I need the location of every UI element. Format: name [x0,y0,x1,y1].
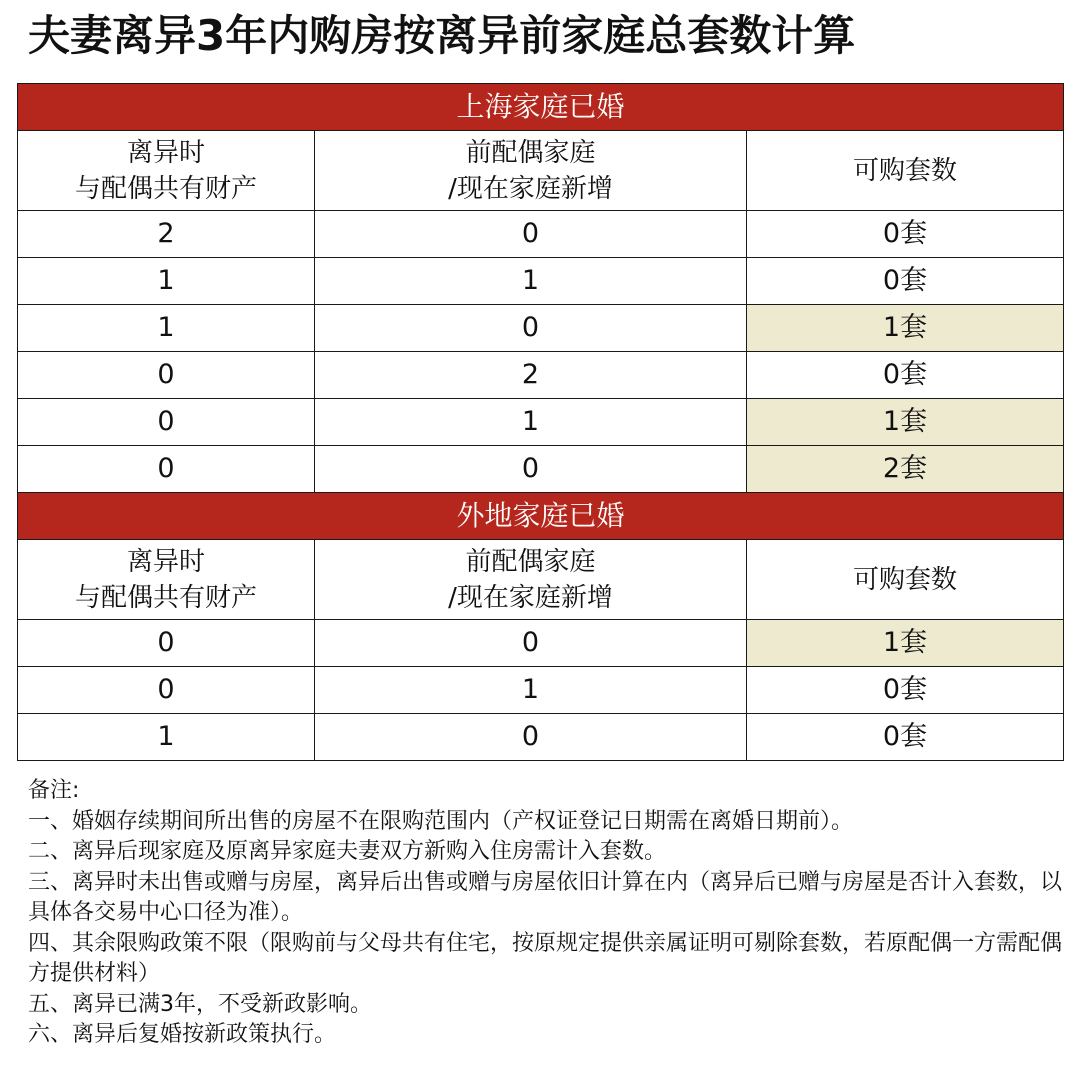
column-header-line: 前配偶家庭 [465,546,596,577]
purchasable-units-cell: 0套 [747,352,1064,399]
shared-property-cell: 0 [18,667,315,714]
column-header-line: 与配偶共有财产 [74,582,257,613]
table-row [18,446,1064,493]
page-title: 夫妻离异3年内购房按离异前家庭总套数计算 [28,11,856,60]
section-label: 外地家庭已婚 [18,493,1064,540]
column-header-line: 离异时 [126,137,205,168]
column-header-line: /现在家庭新增 [448,582,613,613]
column-header-line: /现在家庭新增 [448,173,613,204]
column-header-row [18,131,1064,211]
purchasable-units-cell: 0套 [747,714,1064,761]
shared-property-cell: 0 [18,352,315,399]
column-header-purchasable-units: 可购套数 [747,540,1064,620]
ex-spouse-household-cell: 1 [315,399,747,446]
table-row [18,399,1064,446]
section-header-row [18,84,1064,131]
notes-heading: 备注: [28,778,80,803]
ex-spouse-household-cell: 0 [315,714,747,761]
ex-spouse-household-cell: 1 [315,258,747,305]
section-header-row [18,493,1064,540]
purchasable-units-cell: 1套 [747,620,1064,667]
note-item: 三、离异时未出售或赠与房屋，离异后出售或赠与房屋依旧计算在内（离异后已赠与房屋是否计入套数，以具体各交易中心口径为准）。 [28,869,1063,925]
shared-property-cell: 0 [18,620,315,667]
notes-section [28,776,1068,1051]
purchasable-units-cell: 0套 [747,667,1064,714]
table-row [18,714,1064,761]
shared-property-cell: 1 [18,258,315,305]
purchasable-units-cell: 0套 [747,258,1064,305]
table-row [18,352,1064,399]
note-item: 六、离异后复婚按新政策执行。 [28,1022,337,1047]
purchasable-units-cell: 0套 [747,211,1064,258]
column-header-purchasable-units: 可购套数 [747,131,1064,211]
column-header-row [18,540,1064,620]
column-header-line: 离异时 [126,546,205,577]
section-label: 上海家庭已婚 [18,84,1064,131]
shared-property-cell: 1 [18,714,315,761]
ex-spouse-household-cell: 0 [315,620,747,667]
shared-property-cell: 0 [18,399,315,446]
table-row [18,258,1064,305]
table-row [18,211,1064,258]
shared-property-cell: 0 [18,446,315,493]
ex-spouse-household-cell: 0 [315,211,747,258]
note-item: 一、婚姻存续期间所出售的房屋不在限购范围内（产权证登记日期需在离婚日期前）。 [28,808,854,834]
ex-spouse-household-cell: 2 [315,352,747,399]
column-header-line: 与配偶共有财产 [74,173,257,204]
ex-spouse-household-cell: 0 [315,446,747,493]
column-header-shared-property [18,131,315,211]
table-row [18,620,1064,667]
note-item: 二、离异后现家庭及原离异家庭夫妻双方新购入住房需计入套数。 [28,839,667,864]
note-item: 四、其余限购政策不限（限购前与父母共有住宅，按原规定提供亲属证明可剔除套数，若原配偶一方需配偶方提供材料） [28,930,1063,986]
ex-spouse-household-cell: 1 [315,667,747,714]
column-header-ex-spouse-household [315,540,747,620]
column-header-line: 前配偶家庭 [465,137,596,168]
note-item: 五、离异已满3年，不受新政影响。 [28,991,372,1017]
purchasable-units-cell: 1套 [747,305,1064,352]
shared-property-cell: 2 [18,211,315,258]
notes-list [28,807,1068,1051]
ex-spouse-household-cell: 0 [315,305,747,352]
purchasable-units-cell: 2套 [747,446,1064,493]
purchase-quota-table [17,83,1064,761]
purchasable-units-cell: 1套 [747,399,1064,446]
shared-property-cell: 1 [18,305,315,352]
column-header-shared-property [18,540,315,620]
column-header-ex-spouse-household [315,131,747,211]
table-row [18,305,1064,352]
table-row [18,667,1064,714]
